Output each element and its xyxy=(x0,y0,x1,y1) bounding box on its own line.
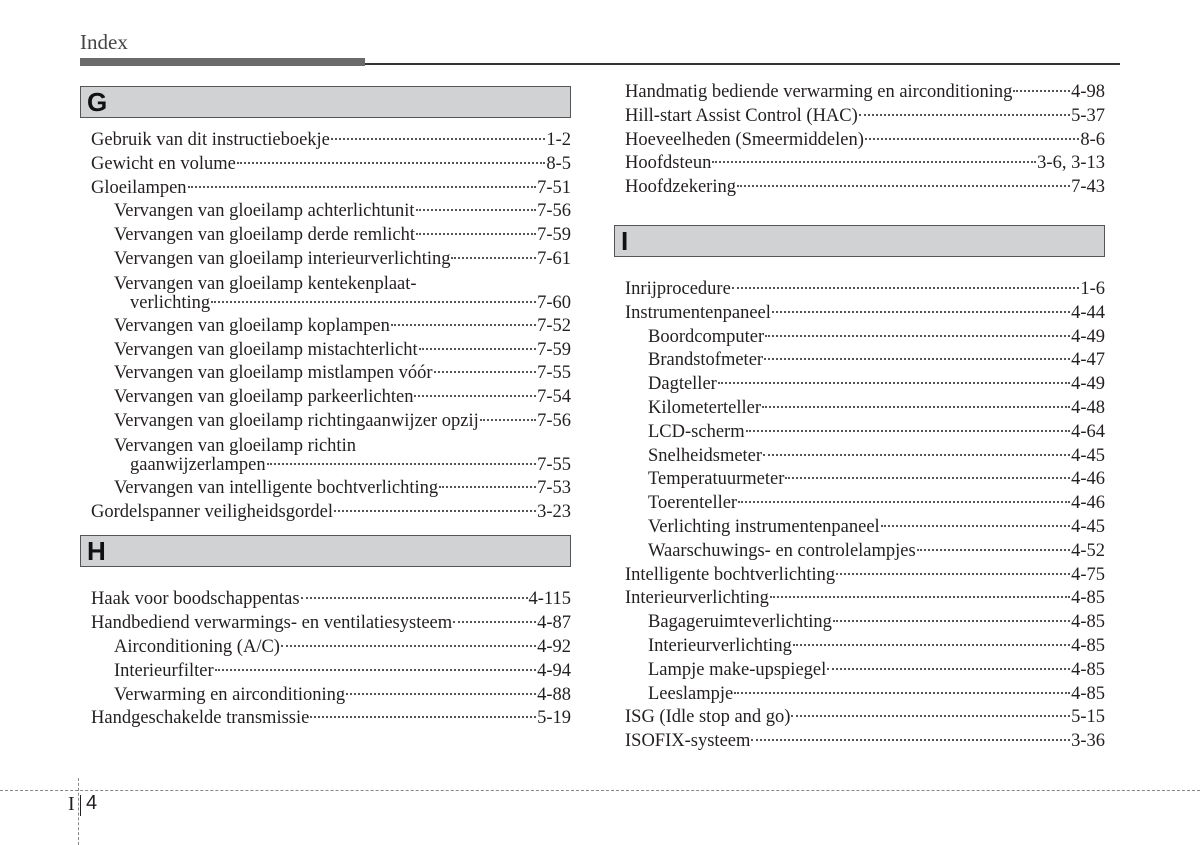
entry-page: 4-75 xyxy=(1071,564,1105,585)
entry-page: 4-46 xyxy=(1071,493,1105,514)
entry-text: Snelheidsmeter xyxy=(648,445,763,466)
entry-text: Vervangen van gloeilamp interieurverlichting xyxy=(114,248,451,269)
entry-page: 4-52 xyxy=(1071,540,1105,561)
leader-dots xyxy=(281,645,536,647)
leader-dots xyxy=(827,668,1070,670)
leader-dots xyxy=(391,324,536,326)
index-entry[interactable] xyxy=(625,587,1105,611)
entry-text-continued: verlichting xyxy=(130,292,211,313)
entry-text: Vervangen van gloeilamp richtin xyxy=(114,435,356,456)
leader-dots xyxy=(346,693,536,695)
leader-dots xyxy=(765,335,1070,337)
leader-dots xyxy=(211,301,536,303)
leader-dots xyxy=(772,311,1070,313)
index-entry[interactable] xyxy=(625,105,1105,129)
index-subentry[interactable] xyxy=(91,410,571,434)
entry-text: Brandstofmeter xyxy=(648,350,764,371)
entry-page: 7-55 xyxy=(537,363,571,384)
index-subentry[interactable] xyxy=(91,636,571,660)
entry-text: Vervangen van gloeilamp achterlichtunit xyxy=(114,201,415,222)
index-column-right xyxy=(621,81,1105,754)
leader-dots xyxy=(833,620,1070,622)
entry-page: 4-48 xyxy=(1071,397,1105,418)
leader-dots xyxy=(416,209,537,211)
index-subentry[interactable] xyxy=(91,248,571,272)
index-subentry[interactable] xyxy=(91,386,571,410)
entry-text: Airconditioning (A/C) xyxy=(114,636,280,657)
leader-dots xyxy=(331,138,545,140)
entry-page: 4-85 xyxy=(1071,588,1105,609)
entry-page: 4-64 xyxy=(1071,421,1105,442)
index-subentry[interactable] xyxy=(625,421,1105,445)
leader-dots xyxy=(310,716,536,718)
section-letter-h: H xyxy=(80,535,571,567)
entry-page: 4-88 xyxy=(537,684,571,705)
leader-dots xyxy=(785,477,1070,479)
index-entry[interactable] xyxy=(625,176,1105,200)
index-entry[interactable] xyxy=(91,588,571,612)
entry-page: 7-56 xyxy=(537,201,571,222)
entry-page: 4-92 xyxy=(537,636,571,657)
entry-text: Dagteller xyxy=(648,374,717,395)
leader-dots xyxy=(414,395,536,397)
leader-dots xyxy=(734,692,1070,694)
index-subentry[interactable] xyxy=(625,492,1105,516)
entry-page: 7-54 xyxy=(537,387,571,408)
index-subentry[interactable] xyxy=(625,540,1105,564)
entry-page: 4-45 xyxy=(1071,516,1105,537)
index-column-left xyxy=(87,86,571,731)
index-subentry[interactable] xyxy=(91,434,571,477)
leader-dots xyxy=(434,371,537,373)
entry-text: Kilometerteller xyxy=(648,397,762,418)
entry-page: 4-94 xyxy=(537,660,571,681)
index-entry[interactable] xyxy=(625,278,1105,302)
entry-text: Vervangen van gloeilamp parkeerlichten xyxy=(114,387,414,408)
index-entry[interactable] xyxy=(91,153,571,177)
entry-page: 4-85 xyxy=(1071,659,1105,680)
entry-text: Verlichting instrumentenpaneel xyxy=(648,516,880,537)
leader-dots xyxy=(188,186,537,188)
leader-dots xyxy=(712,161,1036,163)
index-entry[interactable] xyxy=(91,612,571,636)
leader-dots xyxy=(267,463,536,465)
leader-dots xyxy=(416,233,536,235)
entry-page: 7-61 xyxy=(537,248,571,269)
entry-text: Inrijprocedure xyxy=(625,278,731,299)
entry-text: Gordelspanner veiligheidsgordel xyxy=(91,501,333,522)
entry-page: 4-85 xyxy=(1071,612,1105,633)
index-subentry[interactable] xyxy=(625,373,1105,397)
index-subentry[interactable] xyxy=(91,200,571,224)
entry-text: Instrumentenpaneel xyxy=(625,302,771,323)
entry-text: Handgeschakelde transmissie xyxy=(91,708,310,729)
leader-dots xyxy=(738,501,1070,503)
index-entry[interactable] xyxy=(625,129,1105,153)
index-subentry[interactable] xyxy=(625,349,1105,373)
entry-page: 4-85 xyxy=(1071,635,1105,656)
index-subentry[interactable] xyxy=(91,224,571,248)
leader-dots xyxy=(480,419,536,421)
leader-dots xyxy=(718,382,1070,384)
entry-page: 4-45 xyxy=(1071,445,1105,466)
index-subentry[interactable] xyxy=(625,516,1105,540)
entry-text: Hoeveelheden (Smeermiddelen) xyxy=(625,129,864,150)
entry-page: 4-46 xyxy=(1071,469,1105,490)
entry-page: 7-60 xyxy=(537,292,571,313)
entry-text: Vervangen van intelligente bochtverlichting xyxy=(114,477,439,498)
leader-dots xyxy=(451,257,536,259)
entry-text: Hoofdsteun xyxy=(625,153,712,174)
entry-text: Handbediend verwarmings- en ventilatiesysteem xyxy=(91,613,453,634)
index-entry[interactable] xyxy=(91,129,571,153)
entry-text: Gloeilampen xyxy=(91,177,187,198)
index-entry[interactable] xyxy=(91,177,571,201)
index-subentry[interactable] xyxy=(625,397,1105,421)
entry-text: Lampje make-upspiegel xyxy=(648,659,827,680)
section-letter-g: G xyxy=(80,86,571,118)
entry-text: Waarschuwings- en controlelampjes xyxy=(648,540,916,561)
index-entry[interactable] xyxy=(625,564,1105,588)
leader-dots xyxy=(419,348,536,350)
index-subentry[interactable] xyxy=(91,362,571,386)
leader-dots xyxy=(1013,90,1070,92)
leader-dots xyxy=(439,486,536,488)
entry-text: ISOFIX-systeem xyxy=(625,731,751,752)
entry-text: Vervangen van gloeilamp kentekenplaat- xyxy=(114,273,417,294)
leader-dots xyxy=(334,510,536,512)
entry-page: 5-19 xyxy=(537,708,571,729)
entry-text: Leeslampje xyxy=(648,683,734,704)
entry-text-continued: gaanwijzerlampen xyxy=(130,454,266,475)
entry-text: ISG (Idle stop and go) xyxy=(625,707,791,728)
leader-dots xyxy=(791,715,1070,717)
entry-text: Intelligente bochtverlichting xyxy=(625,564,836,585)
leader-dots xyxy=(763,454,1070,456)
footer-section-letter: I xyxy=(68,793,75,815)
index-subentry[interactable] xyxy=(91,272,571,315)
entry-text: Gewicht en volume xyxy=(91,153,236,174)
entry-page: 4-44 xyxy=(1071,302,1105,323)
entry-page: 8-5 xyxy=(546,153,571,174)
leader-dots xyxy=(764,358,1070,360)
index-subentry[interactable] xyxy=(91,477,571,501)
index-subentry[interactable] xyxy=(91,684,571,708)
entry-page: 5-37 xyxy=(1071,105,1105,126)
entry-text: Interieurfilter xyxy=(114,660,214,681)
entry-page: 3-36 xyxy=(1071,731,1105,752)
leader-dots xyxy=(732,287,1080,289)
index-subentry[interactable] xyxy=(625,468,1105,492)
leader-dots xyxy=(746,430,1070,432)
index-subentry[interactable] xyxy=(625,659,1105,683)
entry-page: 7-59 xyxy=(537,225,571,246)
entry-page: 4-98 xyxy=(1071,82,1105,102)
leader-dots xyxy=(737,185,1070,187)
index-subentry[interactable] xyxy=(625,611,1105,635)
entry-text: Interieurverlichting xyxy=(648,635,792,656)
index-subentry[interactable] xyxy=(625,445,1105,469)
index-entry[interactable] xyxy=(625,302,1105,326)
entry-page: 7-52 xyxy=(537,315,571,336)
entry-page: 7-56 xyxy=(537,410,571,431)
index-entry[interactable] xyxy=(625,81,1105,105)
entry-text: Verwarming en airconditioning xyxy=(114,684,346,705)
entry-page: 4-115 xyxy=(528,589,571,610)
footer-divider xyxy=(80,795,81,816)
index-entry[interactable] xyxy=(625,706,1105,730)
leader-dots xyxy=(865,138,1079,140)
entry-text: Boordcomputer xyxy=(648,326,765,347)
leader-dots xyxy=(237,162,545,164)
entry-page: 5-15 xyxy=(1071,707,1105,728)
footer-page-number: 4 xyxy=(86,792,98,814)
entry-page: 1-2 xyxy=(546,130,571,150)
entry-page: 8-6 xyxy=(1080,129,1105,150)
leader-dots xyxy=(770,596,1070,598)
entry-page: 7-51 xyxy=(537,177,571,198)
entry-page: 7-43 xyxy=(1071,177,1105,198)
entry-text: Temperatuurmeter xyxy=(648,469,785,490)
entry-text: Haak voor boodschappentas xyxy=(91,589,300,610)
index-entry[interactable] xyxy=(625,152,1105,176)
entry-page: 3-6, 3-13 xyxy=(1037,153,1105,174)
index-subentry[interactable] xyxy=(91,315,571,339)
index-subentry[interactable] xyxy=(625,683,1105,707)
leader-dots xyxy=(215,669,536,671)
page-title: Index xyxy=(80,30,128,54)
entry-page: 7-59 xyxy=(537,339,571,360)
entry-text: Vervangen van gloeilamp richtingaanwijzer opzij xyxy=(114,410,479,431)
entry-text: Handmatig bediende verwarming en airconditioning xyxy=(625,82,1013,102)
index-entry[interactable] xyxy=(91,501,571,525)
leader-dots xyxy=(836,573,1070,575)
footer-vertical-dashed-rule xyxy=(78,778,79,845)
footer-dashed-rule xyxy=(0,790,1200,791)
header-rule xyxy=(365,63,1120,65)
entry-text: Gebruik van dit instructieboekje xyxy=(91,130,330,150)
entry-page: 4-49 xyxy=(1071,374,1105,395)
entry-page: 4-87 xyxy=(537,613,571,634)
entry-text: Vervangen van gloeilamp mistlampen vóór xyxy=(114,363,433,384)
entry-text: Bagageruimteverlichting xyxy=(648,612,832,633)
index-subentry[interactable] xyxy=(91,339,571,363)
entry-text: Vervangen van gloeilamp mistachterlicht xyxy=(114,339,418,360)
leader-dots xyxy=(453,621,536,623)
index-subentry[interactable] xyxy=(625,326,1105,350)
entry-text: Hill-start Assist Control (HAC) xyxy=(625,105,858,126)
leader-dots xyxy=(793,644,1070,646)
leader-dots xyxy=(762,406,1070,408)
entry-page: 4-47 xyxy=(1071,350,1105,371)
leader-dots xyxy=(301,597,528,599)
index-subentry[interactable] xyxy=(625,635,1105,659)
entry-text: Interieurverlichting xyxy=(625,588,769,609)
entry-text: Hoofdzekering xyxy=(625,177,736,198)
index-entry[interactable] xyxy=(91,707,571,731)
leader-dots xyxy=(881,525,1070,527)
leader-dots xyxy=(859,114,1070,116)
entry-text: Vervangen van gloeilamp derde remlicht xyxy=(114,225,416,246)
entry-page: 1-6 xyxy=(1080,278,1105,299)
entry-page: 4-49 xyxy=(1071,326,1105,347)
section-letter-i: I xyxy=(614,225,1105,257)
leader-dots xyxy=(917,549,1070,551)
index-entry[interactable] xyxy=(625,730,1105,754)
entry-text: Toerenteller xyxy=(648,493,738,514)
entry-text: LCD-scherm xyxy=(648,421,745,442)
entry-text: Vervangen van gloeilamp koplampen xyxy=(114,315,390,336)
entry-page: 7-53 xyxy=(537,477,571,498)
entry-page: 4-85 xyxy=(1071,683,1105,704)
index-subentry[interactable] xyxy=(91,660,571,684)
leader-dots xyxy=(751,739,1070,741)
entry-page: 7-55 xyxy=(537,454,571,475)
header-rule-thick xyxy=(80,58,365,66)
entry-page: 3-23 xyxy=(537,501,571,522)
